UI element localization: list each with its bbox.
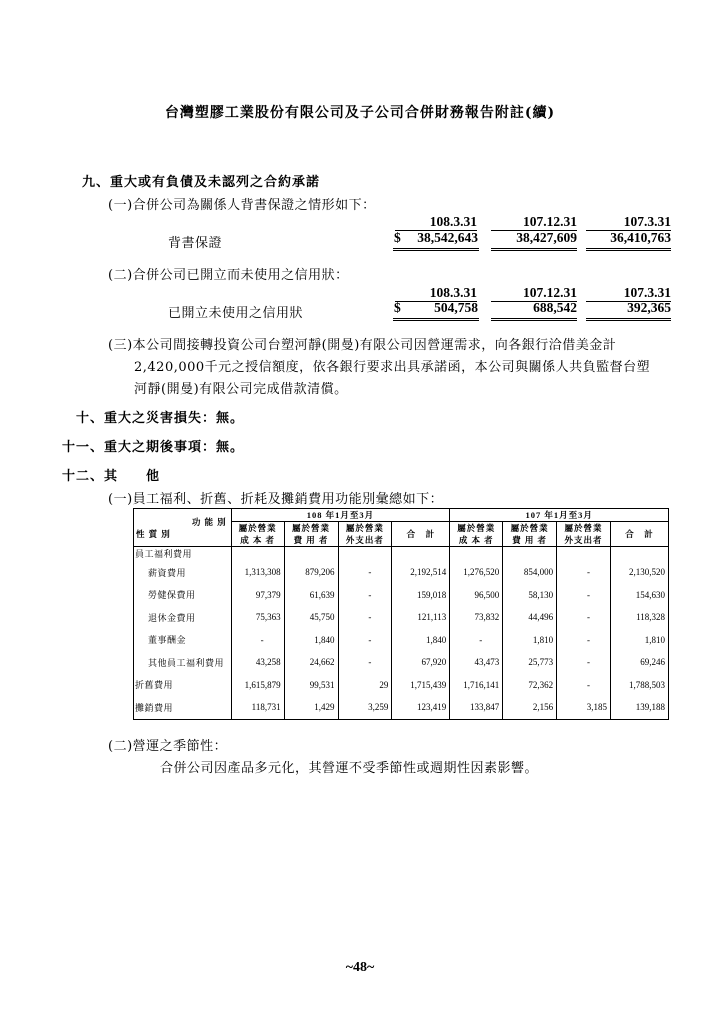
corner-nature-label: 性 質 別 [136,528,171,539]
table-cell: 3,259 [338,696,392,719]
table-cell: - [450,629,503,652]
table-cell: 67,920 [392,651,450,674]
col-operating-expense-line1: 屬於營業 [292,523,331,533]
table-cell: 1,840 [284,629,338,652]
s9-p2-date-1: 108.3.31 [395,285,477,302]
col-operating-expense-line2: 費 用 者 [512,535,548,545]
s9-p2-row-label: 已開立未使用之信用狀 [168,306,304,321]
row-label: 薪資費用 [134,561,232,584]
table-cell: 1,276,520 [450,561,503,584]
s9-p1-cell-1 [393,230,479,251]
table-cell [610,547,668,562]
table-cell: 1,810 [503,629,557,652]
s9-p2-date-2: 107.12.31 [491,285,577,302]
s9-p2-value-3: 392,365 [586,300,671,321]
table-cell: 123,419 [392,696,450,719]
table-cell [284,547,338,562]
col-operating-cost-line1: 屬於營業 [238,523,277,533]
table-cell [503,547,557,562]
s9-p3-line-1: (三)本公司間接轉投資公司台塑河靜(開曼)有限公司因營運需求，向各銀行洽借美金計 [108,338,617,353]
table-cell: 1,840 [392,629,450,652]
table-cell: 118,731 [231,696,284,719]
s12-p1-label: (一)員工福利、折舊、折耗及攤銷費用功能別彙總如下： [108,492,444,507]
s9-p2-label: (二)合併公司已開立而未使用之信用狀： [108,268,349,283]
table-row [134,696,669,719]
table-cell: 24,662 [284,651,338,674]
s12-p2-text: 合併公司因產品多元化，其營運不受季節性或週期性因素影響。 [160,761,539,776]
table-cell: - [231,629,284,652]
col-operating-expense [503,522,557,547]
s9-p1-row-label: 背書保證 [168,236,223,251]
table-cell: 1,615,879 [231,674,284,697]
table-cell: 121,113 [392,606,450,629]
col-non-operating-line1: 屬於營業 [564,523,603,533]
table-cell [450,547,503,562]
s9-p1-value-1: 38,542,643 [417,230,478,245]
table-body [134,547,669,720]
table-cell: 29 [338,674,392,697]
s12-p2-label: (二)營運之季節性： [108,739,228,754]
table-row [134,674,669,697]
corner-function-label: 功 能 別 [191,516,227,527]
col-operating-cost [450,522,503,547]
table-cell: 118,328 [610,606,668,629]
s9-p2-date-3: 107.3.31 [586,285,671,302]
s9-p3-line-3: 河靜(開曼)有限公司完成借款清償。 [134,382,348,397]
row-label: 攤銷費用 [134,696,232,719]
col-operating-expense-line2: 費 用 者 [293,535,329,545]
table-row [134,606,669,629]
table-cell: 43,473 [450,651,503,674]
section-12-heading: 十二、其 他 [62,469,161,484]
table-cell: - [338,561,392,584]
table-cell: 97,379 [231,584,284,607]
page-title: 台灣塑膠工業股份有限公司及子公司合併財務報告附註(續) [164,105,556,121]
page-number: ~48~ [345,960,375,975]
table-cell: 69,246 [610,651,668,674]
table-cell: 1,313,308 [231,561,284,584]
section-9-heading: 九、重大或有負債及未認列之合約承諾 [82,175,321,190]
table-cell: 1,810 [610,629,668,652]
table-cell: 1,429 [284,696,338,719]
s9-p1-date-3: 107.3.31 [586,214,671,231]
table-cell: 43,258 [231,651,284,674]
expense-function-table [133,508,669,720]
currency-symbol: $ [394,300,401,315]
table-cell: - [338,651,392,674]
table-cell: 2,130,520 [610,561,668,584]
table-cell: 154,630 [610,584,668,607]
s9-p1-value-3: 36,410,763 [586,230,671,251]
col-total: 合 計 [610,522,668,547]
table-cell: 58,130 [503,584,557,607]
table-cell: - [557,606,611,629]
table-cell [392,547,450,562]
col-operating-expense [284,522,338,547]
table-cell: 99,531 [284,674,338,697]
s9-p3-line-2: 2,420,000千元之授信額度，依各銀行要求出具承諾函，本公司與關係人共負監督台塑 [134,360,651,375]
col-non-operating-line2: 外支出者 [345,535,384,545]
table-cell [231,547,284,562]
s9-p2-value-1: 504,758 [434,300,478,315]
col-non-operating [557,522,611,547]
period-header-2019: 108 年1月至3月 [231,509,450,522]
table-cell: - [557,629,611,652]
period-header-2018: 107 年1月至3月 [450,509,669,522]
table-cell: 73,832 [450,606,503,629]
table-cell: 139,188 [610,696,668,719]
s9-p1-value-2: 38,427,609 [491,230,577,251]
table-cell: 854,000 [503,561,557,584]
table-row [134,629,669,652]
table-cell: - [338,584,392,607]
row-label: 折舊費用 [134,674,232,697]
col-operating-cost [231,522,284,547]
s9-p2-cell-1 [393,300,479,321]
table-cell: - [557,584,611,607]
table-cell: 44,496 [503,606,557,629]
table-cell: - [557,651,611,674]
table-cell: 159,018 [392,584,450,607]
row-label: 勞健保費用 [134,584,232,607]
table-cell [557,547,611,562]
table-cell: - [557,674,611,697]
col-operating-expense-line1: 屬於營業 [510,523,549,533]
s9-p1-date-2: 107.12.31 [491,214,577,231]
col-non-operating [338,522,392,547]
col-operating-cost-line1: 屬於營業 [457,523,496,533]
table-cell: 25,773 [503,651,557,674]
group-label: 員工福利費用 [134,547,232,562]
table-row [134,561,669,584]
col-non-operating-line1: 屬於營業 [345,523,384,533]
col-total: 合 計 [392,522,450,547]
s9-p1-date-1: 108.3.31 [395,214,477,231]
table-cell: 1,716,141 [450,674,503,697]
table-cell: 2,192,514 [392,561,450,584]
table-cell: 75,363 [231,606,284,629]
table-group-row [134,547,669,562]
table-cell: 2,156 [503,696,557,719]
table-cell: - [338,629,392,652]
s9-p1-label: (一)合併公司為關係人背書保證之情形如下： [108,198,376,213]
row-label: 其他員工福利費用 [134,651,232,674]
table-cell: 133,847 [450,696,503,719]
row-label: 退休金費用 [134,606,232,629]
s9-p2-value-2: 688,542 [491,300,577,321]
table-cell: 96,500 [450,584,503,607]
table-row [134,651,669,674]
col-operating-cost-line2: 成 本 者 [240,535,275,545]
row-label: 董事酬金 [134,629,232,652]
section-11: 十一、重大之期後事項：無。 [62,440,245,455]
table-cell: 1,715,439 [392,674,450,697]
table-corner-cell [134,509,232,547]
table-cell: - [557,561,611,584]
table-cell [338,547,392,562]
col-operating-cost-line2: 成 本 者 [458,535,494,545]
table-cell: 45,750 [284,606,338,629]
col-non-operating-line2: 外支出者 [564,535,603,545]
table-cell: 879,206 [284,561,338,584]
table-cell: 72,362 [503,674,557,697]
table-cell: - [338,606,392,629]
table-cell: 61,639 [284,584,338,607]
section-10: 十、重大之災害損失：無。 [76,411,245,426]
table-cell: 3,185 [557,696,611,719]
table-row [134,584,669,607]
table-cell: 1,788,503 [610,674,668,697]
currency-symbol: $ [394,230,401,245]
